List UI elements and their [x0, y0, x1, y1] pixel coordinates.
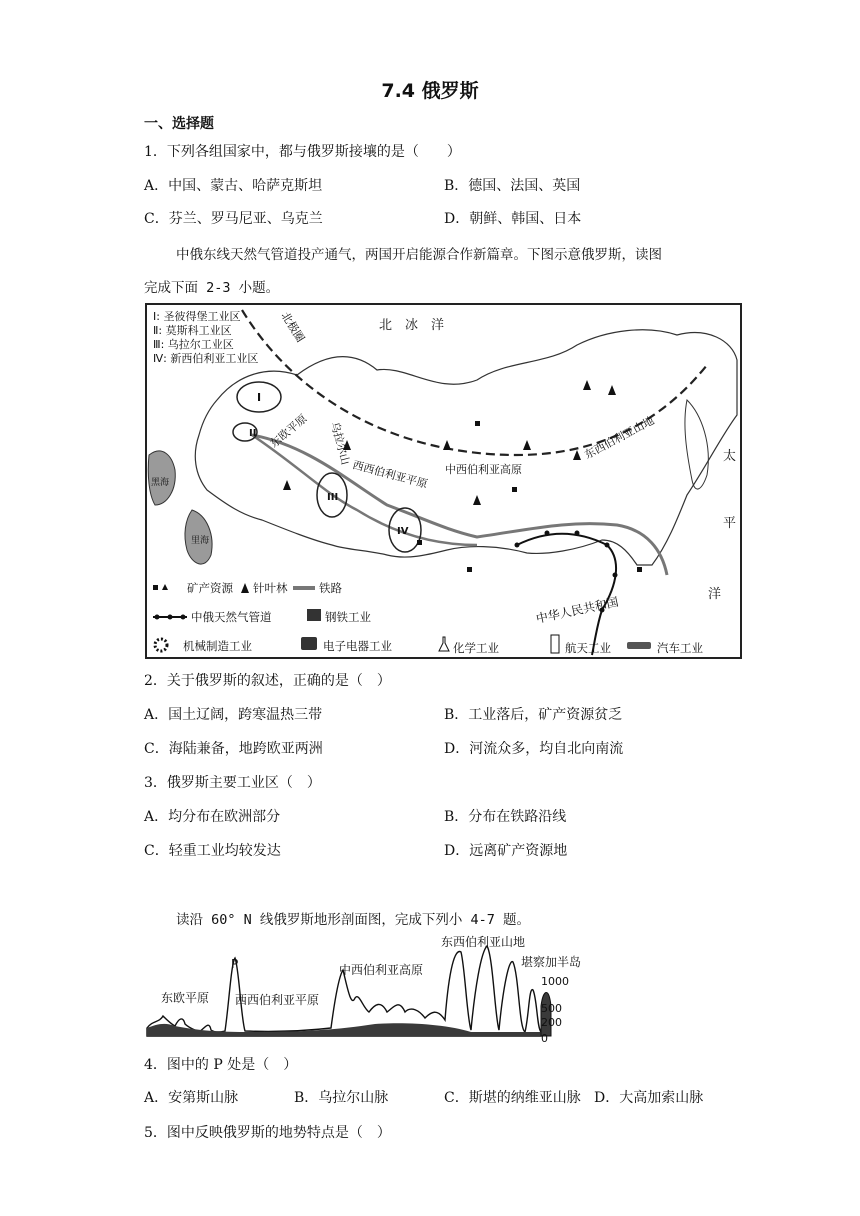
legend-steel [307, 609, 371, 624]
question-1-option-c[interactable]: C．芬兰、罗马尼亚、乌克兰 [144, 211, 323, 227]
svg-text:化学工业: 化学工业 [453, 641, 499, 655]
legend-conifer [241, 581, 288, 595]
svg-text:电子电器工业: 电子电器工业 [323, 639, 392, 653]
question-2-stem: 2．关于俄罗斯的叙述，正确的是（ ） [144, 673, 391, 689]
legend-pipeline [153, 610, 272, 624]
label-arctic-ocean: 北 冰 洋 [379, 318, 445, 333]
scale-1000: 1000 [541, 975, 569, 988]
svg-text:针叶林: 针叶林 [253, 581, 288, 595]
scale-0: 0 [541, 1032, 548, 1045]
question-2-option-c[interactable]: C．海陆兼备，地跨欧亚两洲 [144, 741, 323, 757]
question-2-option-d[interactable]: D．河流众多，均自北向南流 [444, 741, 624, 757]
question-4-option-a[interactable]: A．安第斯山脉 [144, 1090, 239, 1106]
label-roman-4: IV [397, 526, 409, 537]
question-3-stem: 3．俄罗斯主要工业区（ ） [144, 775, 321, 791]
question-4-option-d[interactable]: D．大高加索山脉 [594, 1090, 704, 1106]
intro-paragraph-line-2: 完成下面 2-3 小题。 [144, 280, 280, 296]
intro-paragraph-line-1: 中俄东线天然气管道投产通气，两国开启能源合作新篇章。下图示意俄罗斯，读图 [176, 247, 662, 263]
legend-railway [293, 581, 342, 595]
label-ural-mountains: 乌拉尔山 [328, 420, 353, 467]
label-central-siberian-plateau: 中西伯利亚高原 [445, 463, 522, 476]
svg-text:矿产资源: 矿产资源 [187, 581, 233, 595]
question-5-stem: 5．图中反映俄罗斯的地势特点是（ ） [144, 1125, 391, 1141]
legend-region-2: Ⅱ: 莫斯科工业区 [153, 324, 232, 337]
svg-text:钢铁工业: 钢铁工业 [325, 610, 371, 624]
question-3-option-b[interactable]: B．分布在铁路沿线 [444, 809, 567, 825]
profile-label-west-siberian-plain: 西西伯利亚平原 [235, 993, 320, 1007]
label-arctic-circle: 北极圈 [278, 309, 307, 345]
label-caspian-sea: 里海 [191, 536, 210, 546]
profile-intro: 读沿 60° N 线俄罗斯地形剖面图，完成下列小 4-7 题。 [176, 912, 531, 928]
legend-region-3: Ⅲ: 乌拉尔工业区 [153, 338, 234, 351]
legend-chemical [439, 637, 499, 655]
question-2-option-b[interactable]: B．工业落后，矿产资源贫乏 [444, 707, 623, 723]
question-1-option-a[interactable]: A．中国、蒙古、哈萨克斯坦 [144, 178, 323, 194]
label-pacific-3: 洋 [708, 587, 722, 602]
russia-map [145, 303, 742, 659]
label-east-european-plain: 东欧平原 [267, 412, 310, 451]
label-china: 中华人民共和国 [534, 594, 620, 626]
legend-auto [627, 641, 703, 655]
label-black-sea: 黑海 [151, 478, 170, 488]
label-pacific-1: 太 [723, 449, 737, 464]
terrain-profile [145, 928, 582, 1046]
question-1-option-b[interactable]: B．德国、法国、英国 [444, 178, 581, 194]
legend-minerals [153, 581, 233, 595]
svg-text:中俄天然气管道: 中俄天然气管道 [191, 610, 272, 624]
question-2-option-a[interactable]: A．国土辽阔，跨寒温热三带 [144, 707, 323, 723]
svg-text:铁路: 铁路 [319, 581, 342, 595]
legend-region-1: Ⅰ: 圣彼得堡工业区 [153, 310, 241, 323]
railway-main [252, 435, 667, 575]
legend-machinery [155, 639, 252, 653]
profile-label-east-european-plain: 东欧平原 [161, 991, 210, 1005]
question-3-option-a[interactable]: A．均分布在欧洲部分 [144, 809, 281, 825]
svg-text:机械制造工业: 机械制造工业 [183, 639, 252, 653]
scale-200: 200 [541, 1016, 562, 1029]
svg-text:航天工业: 航天工业 [565, 641, 611, 655]
section-heading: 一、选择题 [144, 116, 214, 132]
gas-pipeline-line [517, 534, 616, 655]
page-title: 7.4 俄罗斯 [381, 80, 479, 102]
conifer-tree-icons [283, 380, 616, 505]
question-1-stem: 1．下列各组国家中，都与俄罗斯接壤的是（ ） [144, 144, 461, 160]
question-3-option-d[interactable]: D．远离矿产资源地 [444, 843, 568, 859]
question-4-stem: 4．图中的 P 处是（ ） [144, 1057, 298, 1073]
scale-500: 500 [541, 1002, 562, 1015]
question-4-option-b[interactable]: B．乌拉尔山脉 [294, 1090, 389, 1106]
profile-label-p: P [231, 957, 239, 971]
label-pacific-2: 平 [723, 516, 737, 531]
label-roman-2: II [249, 428, 257, 439]
question-4-option-c[interactable]: C．斯堪的纳维亚山脉 [444, 1090, 581, 1106]
label-roman-3: III [327, 492, 339, 503]
question-1-option-d[interactable]: D．朝鲜、韩国、日本 [444, 211, 582, 227]
legend-region-4: Ⅳ: 新西伯利亚工业区 [153, 352, 259, 365]
profile-label-central-siberian-plateau: 中西伯利亚高原 [339, 963, 424, 977]
profile-label-kamchatka: 堪察加半岛 [521, 955, 582, 969]
profile-label-east-siberian-mountains: 东西伯利亚山地 [441, 935, 526, 949]
label-roman-1: I [257, 391, 262, 404]
legend-electronics [301, 637, 392, 653]
question-3-option-c[interactable]: C．轻重工业均较发达 [144, 843, 281, 859]
svg-text:汽车工业: 汽车工业 [657, 641, 703, 655]
label-west-siberian-plain: 西西伯利亚平原 [351, 458, 429, 491]
label-east-siberian-mountains: 东西伯利亚山地 [582, 414, 657, 462]
legend-aerospace [551, 635, 611, 655]
kamchatka-shape [685, 400, 708, 489]
